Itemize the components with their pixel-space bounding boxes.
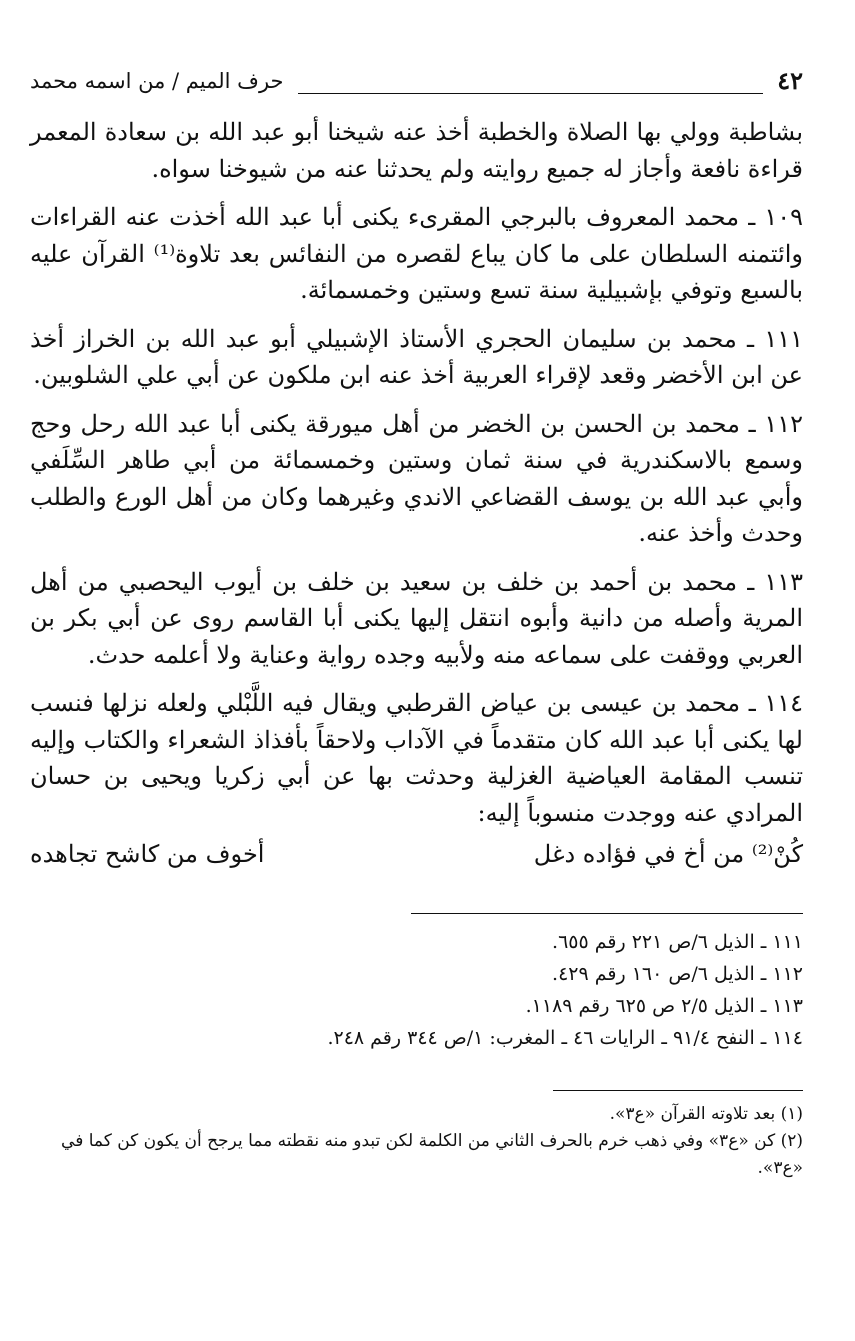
verse-second-hemistich: أخوف من كاشح تجاهده xyxy=(30,840,265,868)
source-line: ١١٤ ـ النفح ٩١/٤ ـ الرايات ٤٦ ـ المغرب: ١/ص ٣٤٤ رقم ٢٤٨. xyxy=(327,1027,803,1049)
source-line: ١١٢ ـ الذيل ٦/ص ١٦٠ رقم ٤٢٩. xyxy=(552,963,803,985)
page-number: ٤٢ xyxy=(777,66,803,95)
source-references xyxy=(30,926,803,1054)
page-header xyxy=(30,58,803,94)
footnote: (١) بعد تلاوته القرآن «ع٣». xyxy=(609,1104,803,1124)
footnotes-divider xyxy=(553,1090,803,1091)
entry-111: ١١١ ـ محمد بن سليمان الحجري الأستاذ الإشبيلي أبو عبد الله بن الخراز أخذ عن ابن الأخضر وقعد لإقراء العربية أخذ عنه ابن ملكون عن أبي علي الشلوبين. xyxy=(30,324,803,389)
main-text xyxy=(30,114,803,873)
entry-112: ١١٢ ـ محمد بن الحسن بن الخضر من أهل ميورقة يكنى أبا عبد الله رحل وحج وسمع بالاسكندرية في سنة ثمان وستين وخمسمائة من أبي طاهر السِّلَفي وأبي عبد الله بن يوسف القضاعي الاندي وغيرهما وكان من أهل الورع والطلب وحدث وأخذ عنه. xyxy=(30,409,803,547)
running-title: حرف الميم / من اسمه محمد xyxy=(30,69,284,93)
source-line: ١١٣ ـ الذيل ٢/٥ ص ٦٢٥ رقم ١١٨٩. xyxy=(525,995,803,1017)
source-line: ١١١ ـ الذيل ٦/ص ٢٢١ رقم ٦٥٥. xyxy=(552,931,803,953)
paragraph-continuation: بشاطبة وولي بها الصلاة والخطبة أخذ عنه شيخنا أبو عبد الله بن سعادة المعمر قراءة نافعة وأجاز له جميع روايته ولم يحدثنا عنه من شيوخنا سواه. xyxy=(30,118,803,183)
poem-verse xyxy=(30,835,803,873)
verse-first-hemistich: كُنْ⁽²⁾ من أخ في فؤاده دغل xyxy=(533,840,803,868)
footnotes xyxy=(30,1101,803,1182)
footnote: (٢) كن «ع٣» وفي ذهب خرم بالحرف الثاني من الكلمة لكن تبدو منه نقطته مما يرجح أن يكون كن كما في «ع٣». xyxy=(61,1131,803,1178)
entry-114: ١١٤ ـ محمد بن عيسى بن عياض القرطبي ويقال فيه اللَّبْلي ولعله نزلها فنسب لها يكنى أبا عبد الله كان متقدماً في الآداب ولاحقاً بأفذاذ الشعراء والكتاب وإليه تنسب المقامة العياضية الغزلية وحدثت بها عن أبي زكريا ويحيى بن حسان المرادي عنه ووجدت منسوباً إليه: xyxy=(30,689,803,827)
sources-divider xyxy=(411,913,803,914)
entry-109: ١٠٩ ـ محمد المعروف بالبرجي المقرىء يكنى أبا عبد الله أخذت عنه القراءات وائتمنه السلطان على ما كان يباع لقصره من النفائس بعد تلاوة⁽¹⁾ القرآن عليه بالسبع وتوفي بإشبيلية سنة تسع وستين وخمسمائة. xyxy=(30,203,803,304)
header-rule xyxy=(298,79,764,94)
entry-113: ١١٣ ـ محمد بن أحمد بن خلف بن سعيد بن خلف بن أيوب اليحصبي من أهل المرية وأصله من دانية وأبوه انتقل إليها يكنى أبا القاسم روى عن أبي بكر بن العربي ووقفت على سماعه منه ولأبيه وجده رواية وعناية ولا أعلمه حدث. xyxy=(30,567,803,669)
